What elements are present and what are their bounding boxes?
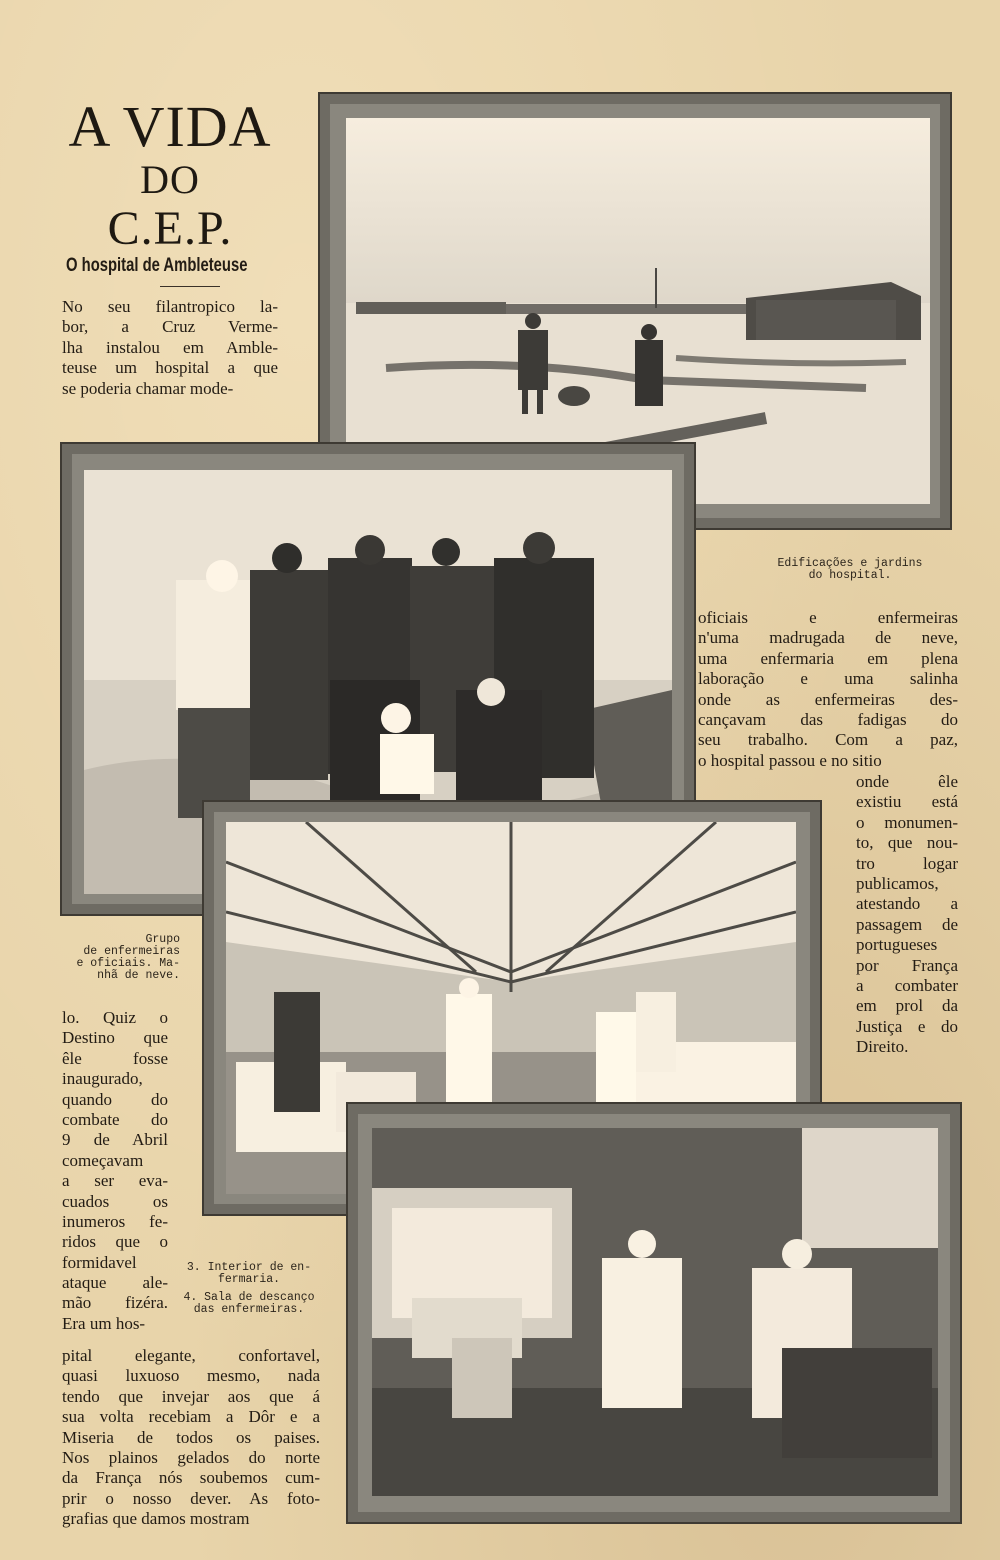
caption-photo-2 — [60, 934, 180, 982]
text-line: formidavel — [62, 1252, 137, 1272]
text-line: 9 de Abril — [62, 1130, 168, 1150]
title-line-3: C.E.P. — [107, 202, 233, 255]
text-line: inaugurado, — [62, 1069, 143, 1089]
text-line: tendo que invejar aos que á — [62, 1386, 320, 1406]
text-line: onde êle — [856, 772, 958, 791]
text-line: da França nós soubemos cum- — [62, 1468, 320, 1488]
text-line: êle fosse — [62, 1048, 168, 1068]
text-line: to, que nou- — [856, 833, 958, 853]
text-line: Nos plainos gelados do norte — [62, 1447, 320, 1467]
right-column-text — [698, 608, 958, 771]
text-line: lha instalou em Amble- — [62, 337, 278, 357]
caption-line: 3. Interior de en- — [186, 1261, 312, 1274]
text-line: oficiais e enfermeiras — [698, 608, 958, 627]
title-line-1: A VIDA — [68, 94, 272, 159]
text-line: cançavam das fadigas do — [698, 709, 958, 729]
text-line: lo. Quiz o — [62, 1008, 168, 1027]
text-line: atestando a — [856, 894, 958, 914]
caption-line: e oficiais. Ma- — [76, 957, 180, 970]
text-line: Miseria de todos os paises. — [62, 1427, 320, 1447]
text-line: inumeros fe- — [62, 1211, 168, 1231]
left-column-text — [62, 1346, 320, 1530]
text-line: o hospital passou e no sitio — [698, 750, 882, 770]
text-line: pital elegante, confortavel, — [62, 1346, 320, 1365]
text-line: No seu filantropico la- — [62, 297, 278, 316]
text-line: ridos que o — [62, 1232, 168, 1252]
text-line: passagem de — [856, 914, 958, 934]
text-line: a ser eva- — [62, 1171, 168, 1191]
text-line: portugueses — [856, 935, 938, 955]
caption-line: fermaria. — [217, 1273, 281, 1286]
caption-line: do hospital. — [808, 569, 892, 582]
text-line: publicamos, — [856, 873, 939, 893]
article-subtitle: O hospital de Ambleteuse — [66, 255, 248, 276]
left-narrow-text — [62, 1008, 168, 1334]
caption-line: 4. Sala de descanço — [183, 1291, 315, 1304]
text-line: Justiça e do — [856, 1016, 958, 1036]
text-line: combate do — [62, 1109, 168, 1129]
photo-nurses-rest-room — [372, 1128, 938, 1496]
caption-line: Edificações e jardins — [777, 557, 923, 570]
text-line: seu trabalho. Com a paz, — [698, 730, 958, 750]
text-line: prir o nosso dever. As foto- — [62, 1488, 320, 1508]
text-line: em prol da — [856, 996, 958, 1016]
text-line: laboração e uma salinha — [698, 669, 958, 689]
caption-line: Grupo — [145, 933, 180, 946]
text-line: Destino que — [62, 1028, 168, 1048]
text-line: mão fizéra. — [62, 1293, 168, 1313]
text-line: grafias que damos mostram — [62, 1509, 250, 1529]
text-line: cuados os — [62, 1191, 168, 1211]
caption-line: das enfermeiras. — [193, 1303, 305, 1316]
text-line: bor, a Cruz Verme- — [62, 317, 278, 337]
text-line: sua volta recebiam a Dôr e a — [62, 1407, 320, 1427]
caption-photo-1 — [760, 558, 940, 582]
caption-photo-3 — [178, 1262, 320, 1286]
right-narrow-text — [856, 772, 958, 1057]
text-line: quasi luxuoso mesmo, nada — [62, 1366, 320, 1386]
intro-paragraph — [62, 297, 278, 399]
text-line: por França — [856, 955, 958, 975]
text-line: quando do — [62, 1089, 168, 1109]
subtitle-rule — [160, 286, 220, 287]
article-title — [55, 96, 285, 256]
text-line: Direito. — [856, 1037, 909, 1057]
text-line: teuse um hospital a que — [62, 358, 278, 378]
text-line: n'uma madrugada de neve, — [698, 628, 958, 648]
text-line: ataque ale- — [62, 1273, 168, 1293]
title-line-2: DO — [140, 157, 200, 202]
caption-photo-4 — [178, 1292, 320, 1316]
text-line: Era um hos- — [62, 1313, 146, 1333]
text-line: onde as enfermeiras des- — [698, 689, 958, 709]
text-line: tro logar — [856, 853, 958, 873]
text-line: o monumen- — [856, 812, 958, 832]
caption-line: nhã de neve. — [97, 969, 180, 982]
text-line: a combater — [856, 975, 958, 995]
text-line: uma enfermaria em plena — [698, 648, 958, 668]
text-line: se poderia chamar mode- — [62, 378, 234, 398]
text-line: existiu está — [856, 792, 958, 812]
caption-line: de enfermeiras — [83, 945, 180, 958]
text-line: começavam — [62, 1150, 144, 1170]
